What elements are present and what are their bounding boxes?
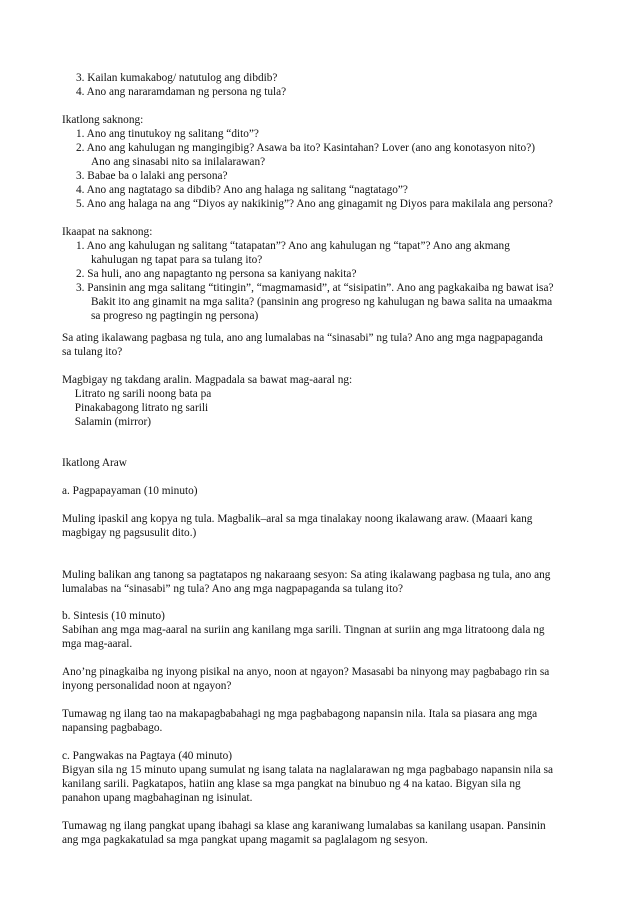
paragraph-line: ang mga pagkakatulad sa mga pangkat upang magamit sa paglalagom ng sesyon. [62,834,428,846]
paragraph-line: napansing pagbabago. [62,722,163,734]
bullet-item: Litrato ng sarili noong bata pa [66,388,203,400]
paragraph-line: Muling balikan ang tanong sa pagtatapos ng nakaraang sesyon: Sa ating ikalawang pagbasa ng tula, ano ang [62,569,551,581]
question-line: 3. Pansinin ang mga salitang “titingin”, “magmamasid”, at “sisipatin”. Ano ang pagkakaiba ng bawat isa? [76,282,554,294]
question-line: 4. Ano ang nagtatago sa dibdib? Ano ang halaga ng salitang “nagtatago”? [76,184,408,196]
question-continuation: Bakit ito ang ginamit na mga salita? (pansinin ang progreso ng kahulugan ng bawa salita na umaakma [91,296,553,308]
paragraph-line: Tumawag ng ilang pangkat upang ibahagi sa klase ang karaniwang lumalabas sa kanilang usapan. Pansinin [62,820,546,832]
paragraph-line: inyong personalidad noon at ngayon? [62,680,232,692]
paragraph-line: Sabihan ang mga mag-aaral na suriin ang kanilang mga sarili. Tingnan at suriin ang mga litratoong dala ng [62,624,545,636]
question-continuation: Ano ang sinasabi nito sa inilalarawan? [91,156,266,168]
paragraph-line: mga mag-aaral. [62,638,133,650]
day-heading: Ikatlong Araw [62,457,127,469]
question-line: 1. Ano ang kahulugan ng salitang “tatapatan”? Ano ang kahulugan ng “tapat”? Ano ang akmang [76,240,510,252]
paragraph-line: lumalabas na “sinasabi” ng tula? Ano ang mga nagpapaganda sa tulang ito? [62,583,403,595]
section-heading: Ikatlong saknong: [62,114,144,126]
section-heading: Ikaapat na saknong: [62,226,153,238]
question-line: 1. Ano ang tinutukoy ng salitang “dito”? [76,128,259,140]
paragraph-line: sa tulang ito? [62,346,123,358]
paragraph-line: kanilang sarili. Pagkatapos, hatiin ang klase sa mga pangkat na binubuo ng 4 na katao. Bigyan sila ng [62,778,521,790]
question-line: 3. Babae ba o lalaki ang persona? [76,170,228,182]
paragraph-line: Muling ipaskil ang kopya ng tula. Magbalik–aral sa mga tinalakay noong ikalawang araw. (Maaari kang [62,513,533,525]
bullet-item: Pinakabagong litrato ng sarili [66,402,200,414]
paragraph-line: Sa ating ikalawang pagbasa ng tula, ano ang lumalabas na “sinasabi” ng tula? Ano ang mga nagpapaganda [62,332,543,344]
subsection-heading: c. Pangwakas na Pagtaya (40 minuto) [62,750,233,762]
subsection-heading: a. Pagpapayaman (10 minuto) [62,485,198,497]
question-line: 2. Sa huli, ano ang napagtanto ng persona sa kaniyang nakita? [76,268,357,280]
question-line: 2. Ano ang kahulugan ng mangingibig? Asawa ba ito? Kasintahan? Lover (ano ang konotasyon nito?) [76,142,535,154]
question-continuation: kahulugan ng tapat para sa tulang ito? [91,254,263,266]
paragraph-line: Bigyan sila ng 15 minuto upang sumulat ng isang talata na naglalarawan ng mga pagbabago napansin nila sa [62,764,553,776]
subsection-heading: b. Sintesis (10 minuto) [62,610,165,622]
paragraph-line: panahon upang magbahaginan ng isinulat. [62,792,253,804]
question-line: 5. Ano ang halaga na ang “Diyos ay nakikinig”? Ano ang ginagamit ng Diyos para makilala ang persona? [76,198,553,210]
question-line: 4. Ano ang nararamdaman ng persona ng tula? [76,86,287,98]
question-line: 3. Kailan kumakabog/ natutulog ang dibdib? [76,72,278,84]
paragraph-line: Tumawag ng ilang tao na makapagbabahagi ng mga pagbabagong napansin nila. Itala sa piasara ang mga [62,708,538,720]
paragraph-line: magbigay ng pagsusulit dito.) [62,527,197,539]
question-continuation: sa progreso ng pagtingin ng persona) [91,310,259,322]
bullet-item: Salamin (mirror) [66,416,143,428]
paragraph-line: Ano’ng pinagkaiba ng inyong pisikal na anyo, noon at ngayon? Masasabi ba ninyong may pagbabago rin sa [62,666,550,678]
paragraph-line: Magbigay ng takdang aralin. Magpadala sa bawat mag-aaral ng: [62,374,353,386]
